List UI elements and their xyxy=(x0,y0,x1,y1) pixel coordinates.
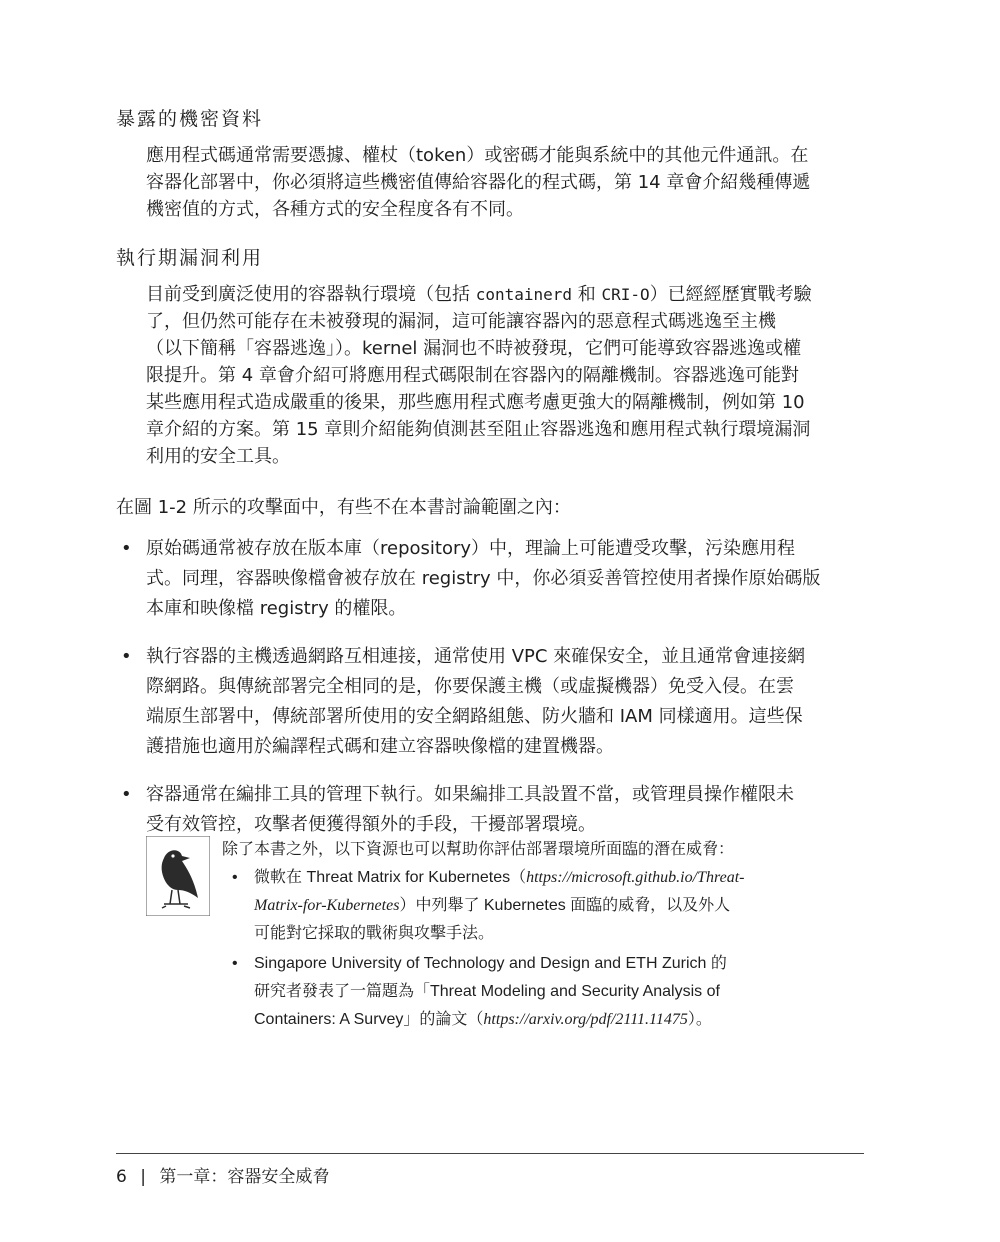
section-heading-runtime-exploits: 執行期漏洞利用 xyxy=(116,247,264,269)
line-text: Containers: A Survey」的論文（ xyxy=(254,1011,484,1028)
list-item xyxy=(222,950,872,1034)
line-text: ）中列舉了 Kubernetes 面臨的威脅，以及外人 xyxy=(399,897,731,914)
section-heading-secrets: 暴露的機密資料 xyxy=(116,108,264,130)
paragraph-line: 應用程式碼通常需要憑據、權杖（token）或密碼才能與系統中的其他元件通訊。在 xyxy=(146,145,809,166)
paragraph-line: 了，但仍然可能存在未被發現的漏洞，這可能讓容器內的惡意程式碼逃逸至主機 xyxy=(146,311,776,332)
list-item-line: 可能對它採取的戰術與攻擊手法。 xyxy=(254,925,495,942)
line-text: ）已經經歷實戰考驗 xyxy=(649,284,812,305)
bullet-dot: • xyxy=(232,955,238,972)
paragraph-line: 利用的安全工具。 xyxy=(146,446,290,467)
list-item xyxy=(116,534,872,624)
list-item-line: 執行容器的主機透過網路互相連接，通常使用 VPC 來確保安全，並且通常會連接網 xyxy=(146,646,806,667)
list-item-line: 受有效管控，攻擊者便獲得額外的手段，干擾部署環境。 xyxy=(146,814,596,835)
line-text: 微軟在 Threat Matrix for Kubernetes（ xyxy=(254,869,527,886)
out-of-scope-list xyxy=(116,534,872,840)
footer-separator: | xyxy=(140,1167,146,1187)
list-item-line xyxy=(254,864,872,892)
list-item-line: 際網路。與傳統部署完全相同的是，你要保護主機（或虛擬機器）免受入侵。在雲 xyxy=(146,676,794,697)
bullet-dot: • xyxy=(121,784,132,805)
bird-icon xyxy=(146,836,210,916)
tip-note xyxy=(146,836,872,1036)
list-item-line: 式。同理，容器映像檔會被存放在 registry 中，你必須妥善管控使用者操作原始碼版 xyxy=(146,568,821,589)
list-item-line: 護措施也適用於編譯程式碼和建立容器映像檔的建置機器。 xyxy=(146,736,614,757)
line-text: ）。 xyxy=(687,1011,712,1028)
code-cri-o: CRI-O xyxy=(601,285,650,304)
tip-note-list xyxy=(222,864,872,1034)
code-containerd: containerd xyxy=(475,285,573,304)
list-item-line: 端原生部署中，傳統部署所使用的安全網路組態、防火牆和 IAM 同樣適用。這些保 xyxy=(146,706,803,727)
link-arxiv[interactable]: https://arxiv.org/pdf/2111.11475 xyxy=(483,1011,688,1028)
list-item xyxy=(116,642,872,762)
paragraph-line: 章介紹的方案。第 15 章則介紹能夠偵測甚至阻止容器逃逸和應用程式執行環境漏洞 xyxy=(146,419,811,440)
list-item-line: 原始碼通常被存放在版本庫（repository）中，理論上可能遭受攻擊，污染應用程 xyxy=(146,538,796,559)
chapter-title: 第一章：容器安全威脅 xyxy=(159,1167,330,1187)
page-footer xyxy=(116,1162,329,1187)
footer-rule xyxy=(116,1153,864,1154)
list-item-line xyxy=(254,1006,872,1034)
tip-note-body xyxy=(222,836,872,1034)
line-text: 目前受到廣泛使用的容器執行環境（包括 xyxy=(146,284,476,305)
out-of-scope-intro: 在圖 1-2 所示的攻擊面中，有些不在本書討論範圍之內： xyxy=(116,497,571,518)
paragraph-line: 容器化部署中，你必須將這些機密值傳給容器化的程式碼，第 14 章會介紹幾種傳遞 xyxy=(146,172,811,193)
section-runtime-paragraph xyxy=(146,281,872,470)
list-item-line: 本庫和映像檔 registry 的權限。 xyxy=(146,598,407,619)
list-item xyxy=(116,780,872,840)
bullet-dot: • xyxy=(121,538,132,559)
bullet-dot: • xyxy=(232,869,238,886)
bullet-dot: • xyxy=(121,646,132,667)
list-item-line xyxy=(254,892,872,920)
list-item-line: Singapore University of Technology and Design and ETH Zurich 的 xyxy=(254,955,727,972)
section-secrets-paragraph xyxy=(146,142,872,223)
paragraph-line: 限提升。第 4 章會介紹可將應用程式碼限制在容器內的隔離機制。容器逃逸可能對 xyxy=(146,365,799,386)
paragraph-line: 某些應用程式造成嚴重的後果，那些應用程式應考慮更強大的隔離機制，例如第 10 xyxy=(146,392,805,413)
paragraph-line: 機密值的方式，各種方式的安全程度各有不同。 xyxy=(146,199,524,220)
line-text: 和 xyxy=(572,284,602,305)
list-item xyxy=(222,864,872,948)
list-item-line: 容器通常在編排工具的管理下執行。如果編排工具設置不當，或管理員操作權限未 xyxy=(146,784,794,805)
tip-note-intro: 除了本書之外，以下資源也可以幫助你評估部署環境所面臨的潛在威脅： xyxy=(222,841,735,858)
link-threat-matrix-cont[interactable]: Matrix-for-Kubernetes xyxy=(254,897,400,914)
paragraph-line xyxy=(146,281,872,308)
link-threat-matrix[interactable]: https://microsoft.github.io/Threat- xyxy=(526,869,745,886)
page-number: 6 xyxy=(116,1167,127,1187)
list-item-line: 研究者發表了一篇題為「Threat Modeling and Security Analysis of xyxy=(254,983,720,1000)
paragraph-line: （以下簡稱「容器逃逸」）。kernel 漏洞也不時被發現，它們可能導致容器逃逸或權 xyxy=(146,338,802,359)
